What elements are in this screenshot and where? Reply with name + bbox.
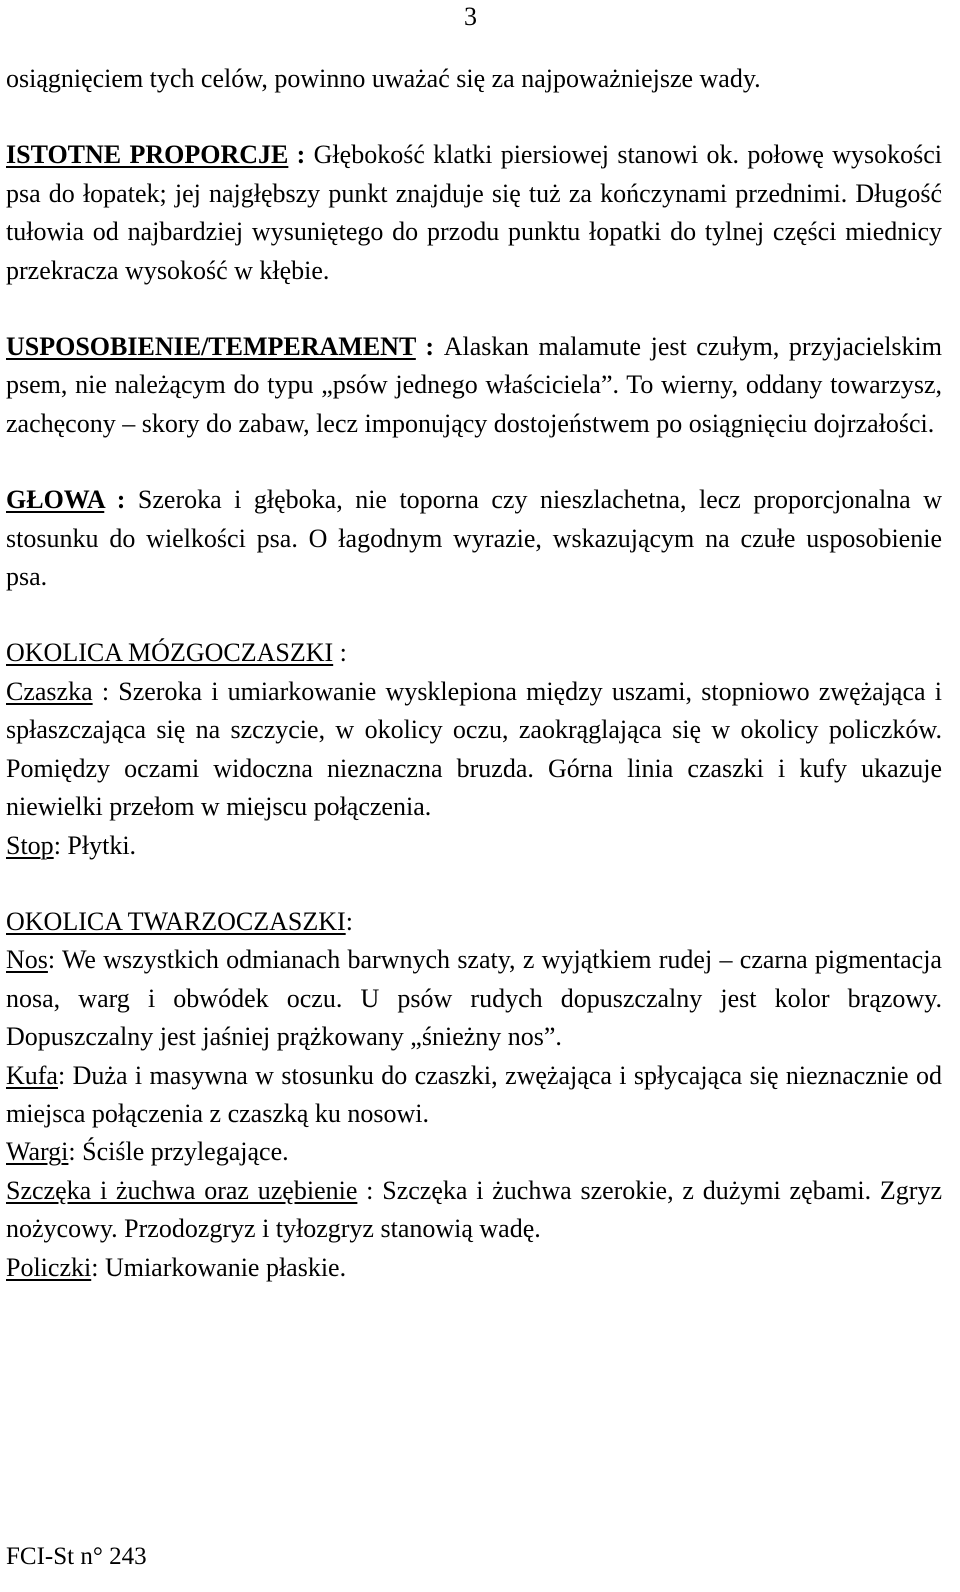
stop-entry xyxy=(6,827,942,865)
stop-text: Płytki. xyxy=(67,830,137,860)
proportions-heading: ISTOTNE PROPORCJE xyxy=(6,140,289,170)
facial-heading: OKOLICA TWARZOCZASZKI xyxy=(6,906,346,936)
muzzle-text: Duża i masywna w stosunku do czaszki, zwężająca i spłycająca się nieznacznie od miejsca połączenia z czaszką ku nosowi. xyxy=(6,1060,943,1128)
cranial-heading: OKOLICA MÓZGOCZASZKI xyxy=(6,638,334,668)
head-text: Szeroka i głęboka, nie toporna czy nieszlachetna, lecz proporcjonalna w stosunku do wielkości psa. O łagodnym wyrazie, wskazującym na czułe usposobienie psa. xyxy=(6,485,942,592)
lips-entry xyxy=(6,1133,942,1171)
lips-label: Wargi xyxy=(6,1137,69,1167)
proportions-separator: : xyxy=(288,140,314,170)
head-separator: : xyxy=(104,485,138,515)
footer-standard-number: FCI-St n° 243 xyxy=(6,1543,147,1570)
muzzle-entry xyxy=(6,1057,942,1134)
skull-separator: : xyxy=(92,676,119,706)
skull-text: Szeroka i umiarkowanie wysklepiona między uszami, stopniowo zwężająca i spłaszczająca się na szczycie, w okolicy oczu, zaokrąglająca się w okolicy policzków. Pomiędzy oczami widoczna nieznaczna bruzda. Górna linia czaszki i kufy ukazuje niewielki przełom w miejscu połączenia. xyxy=(6,676,942,822)
muzzle-label: Kufa xyxy=(6,1060,58,1090)
cheeks-separator: : xyxy=(91,1252,105,1282)
skull-label: Czaszka xyxy=(6,676,93,706)
intro-paragraph xyxy=(6,60,942,98)
stop-separator: : xyxy=(53,830,68,860)
stop-label: Stop xyxy=(6,830,54,860)
muzzle-separator: : xyxy=(57,1060,73,1090)
lips-text: Ściśle przylegające. xyxy=(82,1137,289,1167)
intro-text: osiągnięciem tych celów, powinno uważać się za najpoważniejsze wady. xyxy=(6,64,761,93)
jaws-label: Szczęka i żuchwa oraz uzębienie xyxy=(6,1175,358,1205)
temperament-section xyxy=(6,328,942,443)
proportions-text: Głębokość klatki piersiowej stanowi ok. połowę wysokości psa do łopatek; jej najgłębszy punkt znajduje się tuż za kończynami przednimi. Długość tułowia od najbardziej wysuniętego do przodu punktu łopatki do tylnej części miednicy przekracza wysokość w kłębie. xyxy=(6,140,942,285)
jaws-separator: : xyxy=(357,1175,383,1205)
cheeks-text: Umiarkowanie płaskie. xyxy=(104,1252,347,1282)
skull-entry xyxy=(6,673,942,827)
document-body xyxy=(6,60,942,1287)
jaws-text: Szczęka i żuchwa szerokie, z dużymi zębami. Zgryz nożycowy. Przodozgryz i tyłozgryz stanowią wadę. xyxy=(6,1175,942,1244)
temperament-separator: : xyxy=(415,332,444,362)
cheeks-label: Policzki xyxy=(6,1252,92,1282)
nose-label: Nos xyxy=(6,945,48,975)
nose-text: We wszystkich odmianach barwnych szaty, z wyjątkiem rudej – czarna pigmentacja nosa, warg i obwódek oczu. U psów rudych dopuszczalny jest kolor brązowy. Dopuszczalny jest jaśniej prążkowany „śnieżny nos”. xyxy=(6,945,942,1052)
cheeks-entry xyxy=(6,1249,942,1287)
head-section xyxy=(6,481,942,596)
proportions-section xyxy=(6,136,942,290)
lips-separator: : xyxy=(68,1137,83,1167)
nose-separator: : xyxy=(47,945,62,975)
facial-separator: : xyxy=(345,906,353,936)
page-number: 3 xyxy=(464,2,477,31)
cranial-heading-line xyxy=(6,634,942,672)
nose-entry xyxy=(6,941,942,1056)
head-heading: GŁOWA xyxy=(6,485,105,515)
temperament-heading: USPOSOBIENIE/TEMPERAMENT xyxy=(6,332,416,362)
facial-heading-line xyxy=(6,903,942,941)
jaws-entry xyxy=(6,1172,942,1249)
cranial-separator: : xyxy=(333,638,347,668)
temperament-text: Alaskan malamute jest czułym, przyjacielskim psem, nie należącym do typu „psów jednego właściciela”. To wierny, oddany towarzysz, zachęcony – skory do zabaw, lecz imponujący dostojeństwem po osiągnięciu dojrzałości. xyxy=(6,332,942,438)
